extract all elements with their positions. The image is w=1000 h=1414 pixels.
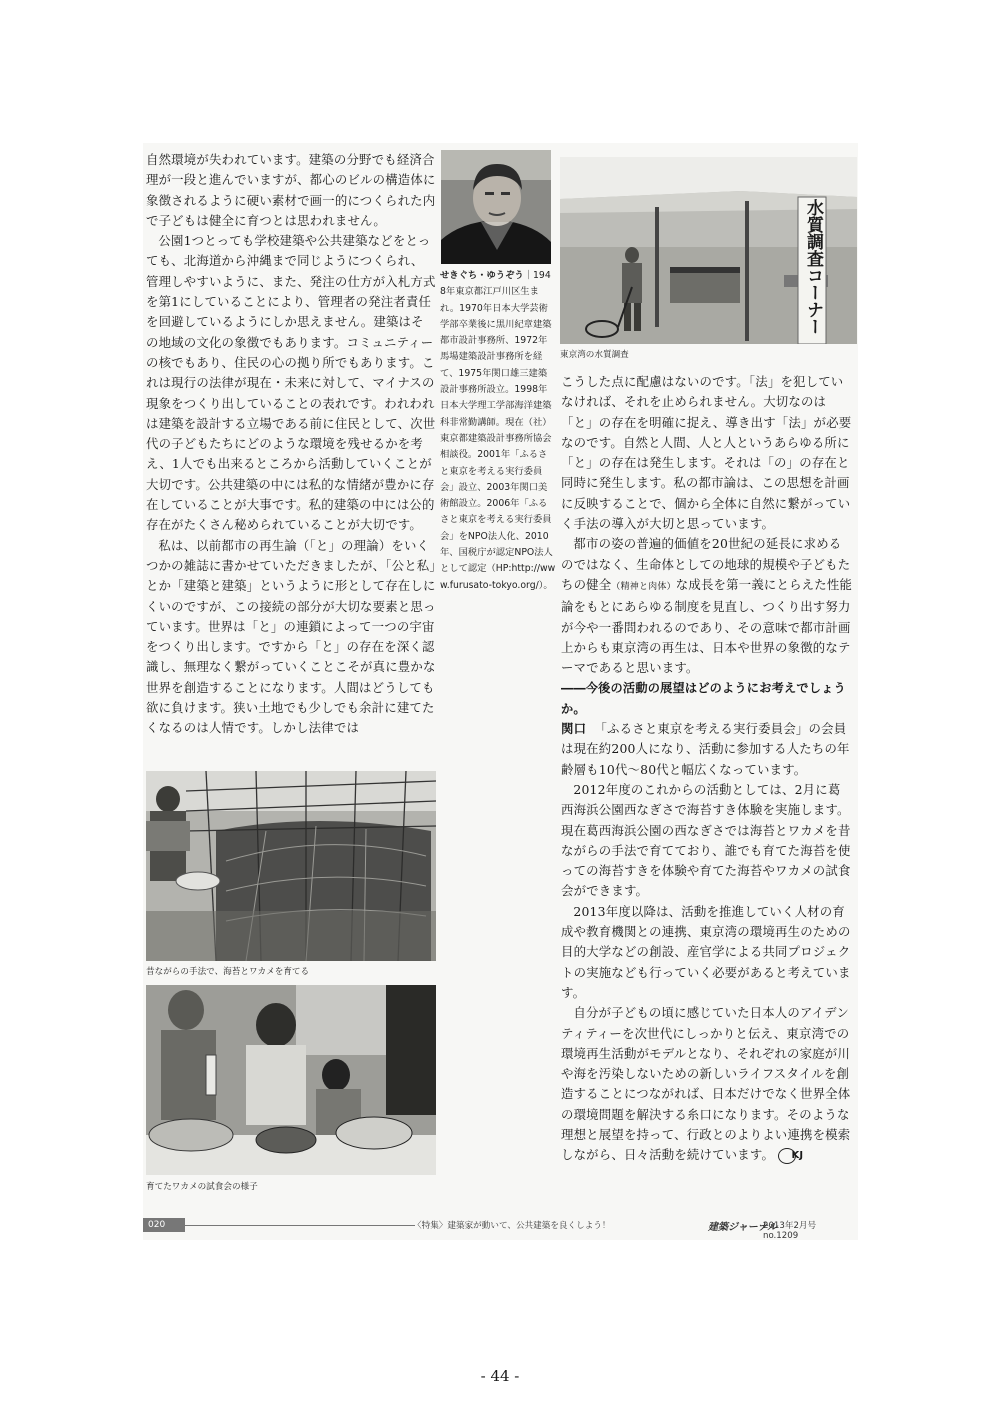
paragraph: 都市の姿の普遍的価値を20世紀の延長に求めるのではなく、生命体としての地球的規模や子どもたちの健全（精神と肉体）な成長を第一義にとらえた性能論をもとにあらゆる制度を見直し、つくり出す努力が今や一番問われるのであり、その意味で都市計画上からも東京湾の再生は、日本や世界の象徴的なテーマであると思います。 <box>561 536 853 676</box>
magazine-name: 建築ジャーナル <box>708 1222 778 1233</box>
parenthetical-note: （精神と肉体） <box>611 581 676 592</box>
page-footer <box>143 1217 858 1241</box>
paragraph: 2013年度以降は、活動を推進していく人材の育成や教育機関との連携、東京湾の環境再生のための目的大学などの創設、産官学による共同プロジェクトの実施なども行っていく必要があると考えています。 <box>561 903 851 1000</box>
tent-sign-text: 水質調査コーナー <box>803 199 823 335</box>
interview-question: ――今後の活動の展望はどのようにお考えでしょうか。 <box>561 681 846 716</box>
paragraph: 自然環境が失われています。建築の分野でも経済合理が一段と進んでいますが、都心のビルの構造体に象徴されるように硬い素材で画一的につくられた内で子どもは健全に育つとは思われません。 <box>146 152 436 228</box>
paragraph: 私は、以前都市の再生論（「と」の理論）をいくつかの雑誌に書かせていただきましたが、「公と私」とか「建築と建築」というように形として存在しにくいのですが、この接続の部分が大切な要素と思っています。世界は「と」の連鎖によって一つの宇宙をつくり出します。ですから「と」の存在を深く認識し、無理なく繋がっていくことこそが真に豊かな世界を創造することになります。人間はどうしても欲に負けます。狭い土地でも少しでも余計に建てたくなるのは人情です。しかし法律では <box>146 537 436 736</box>
water-survey-caption: 東京湾の水質調査 <box>560 350 629 360</box>
feature-title: 〈特集〉建築家が動いて、公共建築を良くしよう！ <box>413 1221 611 1231</box>
bio-name: せきぐち・ゆうぞう <box>440 270 524 281</box>
paragraph: 自分が子どもの頃に感じていた日本人のアイデンティティーを次世代にしっかりと伝え、東京湾での環境再生活動がモデルとなり、それぞれの家庭が川や海を汚染しないための新しいライフスタイルを創造することにつながれば、日本だけでなく世界全体の環境問題を解決する糸口になります。そのような理想と展望を持って、行政とのよりよい連携を模索しながら、日々活動を続けています。 KJ <box>561 1005 851 1163</box>
nori-caption: 昔ながらの手法で、海苔とワカメを育てる <box>146 967 310 977</box>
portrait-photo <box>441 150 551 264</box>
author-bio <box>440 268 556 594</box>
issue-info: 2013年2月号 no.1209 <box>763 1221 825 1241</box>
tasting-caption: 育てたワカメの試食会の様子 <box>146 1182 258 1192</box>
tasting-event-photo <box>146 985 436 1175</box>
end-mark: KJ <box>778 1148 796 1164</box>
footer-rule <box>185 1225 415 1226</box>
paragraph: 2012年度のこれからの活動としては、2月に葛西海浜公園西なぎさで海苔すき体験を実施します。現在葛西海浜公園の西なぎさでは海苔とワカメを昔ながらの手法で育てており、誰でも育てた海苔を使っての海苔すきを体験や育てた海苔やワカメの試食会ができます。 <box>561 781 851 899</box>
paragraph: 公園1つとっても学校建築や公共建築などをとっても、北海道から沖縄まで同じようにつくられ、管理しやすいように、また、発注の仕方が入札方式を第1にしていることにより、管理者の発注者責任を回避しているようにしか思えません。建築はその地域の文化の象徴でもあります。コミュニティーの核でもあり、住民の心の拠り所でもあります。これは現行の法律が現在・未来に対して、マイナスの現象をつくり出していることの表れです。われわれは建築を設計する立場である前に住民として、次世代の子どもたちにどのような環境を残せるかを考え、1人でも出来るところから活動していくことが大切です。公共建築の中には私的な情緒が豊かに存在していることが大事です。私的建築の中には公的存在がたくさん秘められていることが大切です。 <box>146 233 436 533</box>
page-number: 020 <box>143 1218 185 1232</box>
water-survey-photo <box>560 157 857 344</box>
paragraph: こうした点に配慮はないのです。「法」を犯していなければ、それを止められません。大切なのは「と」の存在を明確に捉え、導き出す「法」が必要なのです。自然と人間、人と人というあらゆる所に「と」の存在は発生します。それは「の」の存在と同時に発生します。私の都市論は、この思想を計画に反映することで、個から全体に自然に繋がっていく手法の導入が大切と思っています。 <box>561 374 852 532</box>
article-left-column <box>146 150 436 739</box>
article-right-column <box>561 372 853 1166</box>
nori-farming-photo <box>146 771 436 961</box>
speaker-name: 関口 <box>561 721 587 737</box>
document-page-number: - 44 - <box>480 1367 520 1385</box>
paragraph: 関口 「ふるさと東京を考える実行委員会」の会員は現在約200人になり、活動に参加する人たちの年齢層も10代～80代と幅広くなっています。 <box>561 721 850 777</box>
bio-text: ｜1948年東京都江戸川区生まれ。1970年日本大学芸術学部卒業後に黒川紀章建築都市設計事務所、1972年馬場建築設計事務所を経て、1975年関口雄三建築設計事務所設立。1998年日本大学理工学部海洋建築科非常勤講師。現在（社）東京都建築設計事務所協会相談役。2001年「ふるさと東京を考える実行委員会」設立、2003年関口美術館設立。2006年「ふるさと東京を考える実行委員会」をNPO法人化、2010年、国税庁が認定NPO法人として認定（HP:http://www.furusato-tokyo.org/）。 <box>440 270 556 591</box>
